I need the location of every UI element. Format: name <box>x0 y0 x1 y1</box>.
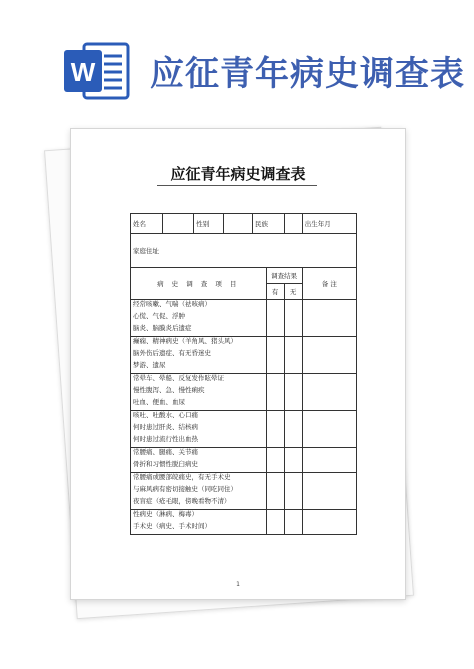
yes-checkbox-cell[interactable] <box>266 448 284 473</box>
no-checkbox-cell[interactable] <box>284 411 302 448</box>
no-checkbox-cell[interactable] <box>284 337 302 374</box>
yes-checkbox-cell[interactable] <box>266 411 284 448</box>
no-header: 无 <box>284 284 302 300</box>
no-checkbox-cell[interactable] <box>284 374 302 411</box>
history-item-text: 性病史（淋病、梅毒） 手术史（病史、手术时间） <box>131 510 267 535</box>
address-label: 家庭住址 <box>131 234 357 268</box>
history-group-7 <box>131 510 357 535</box>
history-group-5 <box>131 448 357 473</box>
history-item-text: 常晕车、晕船、反复发作眩晕证 慢性腹泻、急、慢性痢疾 吐血、便血、血尿 <box>131 374 267 411</box>
no-checkbox-cell[interactable] <box>284 473 302 510</box>
page-number: 1 <box>236 581 240 588</box>
history-item-text: 常腰痛、腿痛、关节痛 骨折和习惯性脱臼病史 <box>131 448 267 473</box>
history-item-text: 咳吐、吐酸水、心口痛 何时患过肝炎、结核病 何时患过流行性出血热 <box>131 411 267 448</box>
history-item-text: 常腰痛或腰部皖痛史，有无手术史 与麻风病有密切接触史（同吃同住） 夜盲症（疮毛眼，傍晚看物不清） <box>131 473 267 510</box>
remarks-cell[interactable] <box>302 411 356 448</box>
address-row <box>131 234 357 268</box>
svg-text:W: W <box>70 57 96 87</box>
gender-field[interactable] <box>223 214 252 234</box>
no-checkbox-cell[interactable] <box>284 448 302 473</box>
history-item-text: 癫痫、精神病史（羊角风、猪头风） 脑外伤后遗症、有无昏迷史 梦游、遗尿 <box>131 337 267 374</box>
header-row <box>131 268 357 284</box>
yes-header: 有 <box>266 284 284 300</box>
title-underline <box>157 185 317 186</box>
name-label: 姓名 <box>131 214 163 234</box>
word-icon <box>62 40 132 102</box>
gender-label: 性别 <box>194 214 223 234</box>
yes-checkbox-cell[interactable] <box>266 300 284 337</box>
result-header: 调查结果 <box>266 268 302 284</box>
history-group-2 <box>131 337 357 374</box>
history-group-6 <box>131 473 357 510</box>
yes-checkbox-cell[interactable] <box>266 510 284 535</box>
items-header: 病 史 调 查 项 目 <box>131 268 267 300</box>
history-item-text: 经常咳嗽、气喘（祛咳病） 心慌、气促、浮肿 脑炎、脑膜炎后遗症 <box>131 300 267 337</box>
no-checkbox-cell[interactable] <box>284 510 302 535</box>
yes-checkbox-cell[interactable] <box>266 473 284 510</box>
remarks-cell[interactable] <box>302 473 356 510</box>
personal-info-row <box>131 214 357 234</box>
ethnicity-field[interactable] <box>284 214 302 234</box>
remarks-cell[interactable] <box>302 337 356 374</box>
ethnicity-label: 民族 <box>253 214 285 234</box>
document-title: 应征青年病史调查表 <box>170 165 306 183</box>
history-group-4 <box>131 411 357 448</box>
remarks-header: 备 注 <box>302 268 356 300</box>
birth-label: 出生年月 <box>302 214 356 234</box>
history-form-table <box>130 213 357 535</box>
name-field[interactable] <box>162 214 194 234</box>
remarks-cell[interactable] <box>302 300 356 337</box>
remarks-cell[interactable] <box>302 374 356 411</box>
history-group-1 <box>131 300 357 337</box>
yes-checkbox-cell[interactable] <box>266 337 284 374</box>
no-checkbox-cell[interactable] <box>284 300 302 337</box>
yes-checkbox-cell[interactable] <box>266 374 284 411</box>
document-page <box>70 128 406 600</box>
history-group-3 <box>131 374 357 411</box>
remarks-cell[interactable] <box>302 448 356 473</box>
banner-title: 应征青年病史调查表 <box>150 54 465 94</box>
remarks-cell[interactable] <box>302 510 356 535</box>
